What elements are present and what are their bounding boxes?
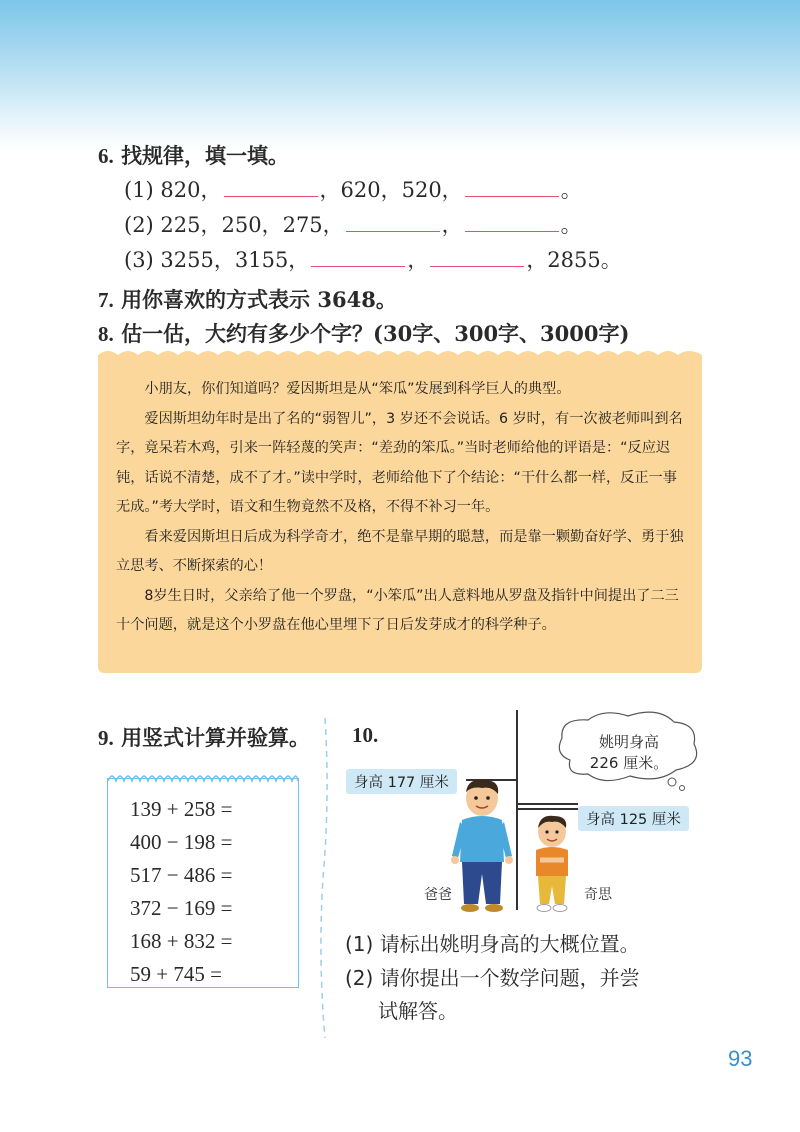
tick-kid bbox=[518, 808, 578, 810]
dad-caption: 爸爸 bbox=[424, 887, 452, 903]
question-6-row-1 bbox=[124, 174, 582, 204]
question-10-number bbox=[352, 722, 378, 748]
question-9-number: 9. bbox=[98, 726, 114, 750]
answer-blank[interactable] bbox=[465, 178, 559, 197]
story-paragraph: 8岁生日时，父亲给了他一个罗盘，“小笨瓜”出人意料地从罗盘及指针中间提出了二三十个问题，就是这个小罗盘在他心里埋下了日后发芽成才的科学种子。 bbox=[116, 587, 679, 633]
row-3-mid: ， bbox=[407, 248, 429, 272]
question-6-number: 6. bbox=[98, 144, 114, 168]
dad-figure bbox=[448, 778, 518, 914]
answer-blank[interactable] bbox=[346, 213, 440, 232]
einstein-story-panel bbox=[98, 355, 702, 673]
question-6-row-3 bbox=[124, 244, 622, 274]
row-2-end: 。 bbox=[560, 213, 582, 237]
question-8-text: 估一估，大约有多少个字？(30字、300字、3000字) bbox=[121, 321, 630, 346]
calculation-item: 372 − 169 = bbox=[130, 896, 233, 920]
row-1-end: 。 bbox=[560, 178, 582, 202]
question-6-title: 找规律，填一填。 bbox=[121, 143, 290, 168]
answer-blank[interactable] bbox=[224, 178, 318, 197]
calculation-item: 59 + 745 = bbox=[130, 962, 222, 986]
calculation-list bbox=[130, 793, 232, 991]
question-7 bbox=[98, 284, 397, 314]
torn-paper-edge bbox=[98, 347, 702, 361]
calculation-item: 168 + 832 = bbox=[130, 929, 233, 953]
story-paragraph: 小朋友，你们知道吗？爱因斯坦是从“笨瓜”发展到科学巨人的典型。 bbox=[144, 381, 571, 397]
calculation-item: 400 − 198 = bbox=[130, 830, 233, 854]
row-1-mid: ，620，520， bbox=[319, 178, 463, 202]
story-text bbox=[116, 375, 688, 641]
row-3-start: (3) 3255，3155， bbox=[124, 248, 310, 272]
row-1-start: (1) 820， bbox=[124, 178, 222, 202]
answer-blank[interactable] bbox=[465, 213, 559, 232]
question-10-part-2-line-1: (2) 请你提出一个数学问题，并尝 bbox=[345, 966, 640, 990]
row-2-mid: ， bbox=[441, 213, 463, 237]
bubble-line-1: 姚明身高 bbox=[598, 733, 659, 751]
calculation-item: 517 − 486 = bbox=[130, 863, 233, 887]
question-6-row-2 bbox=[124, 209, 582, 239]
question-10-part-1: (1) 请标出姚明身高的大概位置。 bbox=[345, 932, 640, 956]
row-3-end: ，2855。 bbox=[526, 248, 622, 272]
page-number: 93 bbox=[728, 1046, 753, 1071]
row-2-start: (2) 225，250，275， bbox=[124, 213, 344, 237]
header-sky-band bbox=[0, 0, 800, 150]
calculation-item: 139 + 258 = bbox=[130, 797, 233, 821]
question-9-title: 用竖式计算并验算。 bbox=[121, 725, 311, 750]
dad-height-label: 身高 177 厘米 bbox=[346, 769, 457, 794]
story-paragraph: 爱因斯坦幼年时是出了名的“弱智儿”，3 岁还不会说话。6 岁时，有一次被老师叫到名字，竟呆若木鸡，引来一阵轻蔑的笑声：“差劲的笨瓜。”当时老师给他的评语是：“反应迟钝，话说不清楚，成不了才。”读中学时，老师给他下了个结论：“干什么都一样，反正一事无成。”考大学时，语文和生物竟然不及格，不得不补习一年。 bbox=[116, 410, 683, 515]
question-8 bbox=[98, 318, 629, 348]
bubble-line-2: 226 厘米。 bbox=[589, 754, 669, 772]
question-10-label: 10. bbox=[352, 723, 379, 747]
spiral-edge bbox=[106, 769, 300, 783]
kid-caption: 奇思 bbox=[584, 887, 612, 903]
answer-blank[interactable] bbox=[311, 248, 405, 267]
question-7-number: 7. bbox=[98, 288, 114, 312]
story-paragraph: 看来爱因斯坦日后成为科学奇才，绝不是靠早期的聪慧，而是靠一颗勤奋好学、勇于独立思考、不断探索的心！ bbox=[116, 528, 684, 574]
kid-figure bbox=[528, 814, 576, 914]
dashed-divider bbox=[318, 718, 332, 1038]
question-7-text: 用你喜欢的方式表示 3648。 bbox=[121, 287, 397, 312]
calculation-card bbox=[107, 778, 299, 988]
question-8-number: 8. bbox=[98, 322, 114, 346]
answer-blank[interactable] bbox=[430, 248, 524, 267]
tick-yao bbox=[518, 803, 578, 805]
question-9-heading bbox=[98, 722, 310, 752]
kid-height-label: 身高 125 厘米 bbox=[578, 806, 689, 831]
question-6-heading bbox=[98, 140, 289, 170]
question-10-part-2-line-2: 试解答。 bbox=[378, 999, 458, 1023]
yao-ming-bubble-text bbox=[574, 732, 684, 774]
